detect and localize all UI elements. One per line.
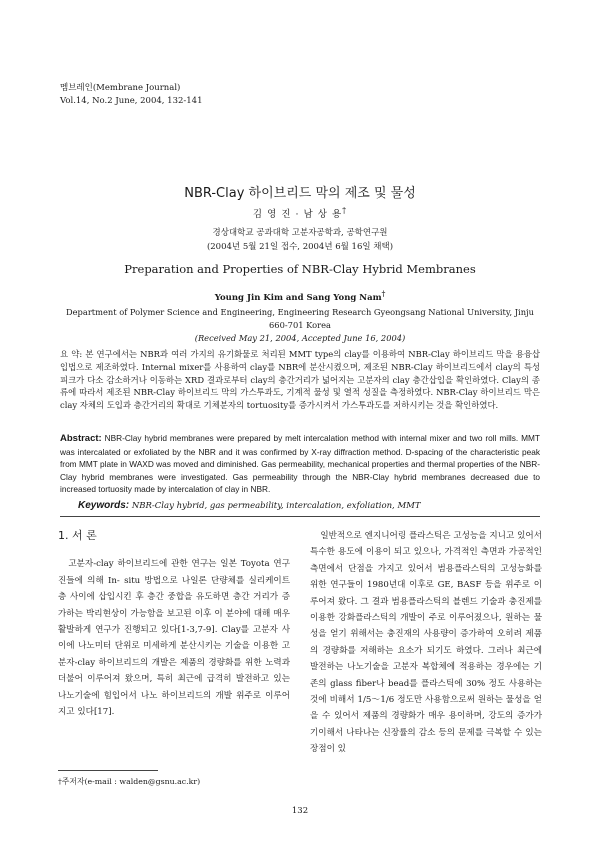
column-right bbox=[310, 528, 542, 758]
footnote: †주저자(e-mail : walden@gsnu.ac.kr) bbox=[58, 777, 201, 786]
section-divider bbox=[60, 516, 540, 517]
affiliation-korean: 경상대학교 공과대학 고분자공학과, 공학연구원 bbox=[212, 228, 388, 238]
affiliation-korean-block bbox=[0, 226, 600, 254]
keywords-values: NBR-Clay hybrid, gas permeability, intercalation, exfoliation, MMT bbox=[131, 501, 421, 511]
page-number: 132 bbox=[291, 806, 309, 816]
footnote-divider bbox=[58, 770, 158, 771]
journal-info bbox=[60, 82, 202, 108]
corresponding-author-mark: † bbox=[342, 206, 348, 215]
body-paragraph-right: 일반적으로 엔지니어링 플라스틱은 고성능을 지니고 있어서 특수한 용도에 이용이 되고 있으나, 가격적인 측면과 가공적인 측면에서 단점을 가지고 있어서 범용플라스틱의 고성능화를 위한 연구들이 1980년대 이후로 GE, BASF 등을 위주로 이루어져 왔다. 그 결과 범용플라스틱의 블렌드 기술과 충진제를 이용한 강화플라스틱의 개발이 주로 이루어졌으나, 원하는 물성을 얻기 위해서는 충진재의 사용량이 증가하여 오히려 제품의 경량화를 저해하는 요소가 되기도 하였다. 그러나 최근에 발전하는 나노기술을 고분자 복합체에 적용하는 경우에는 기존의 glass fiber나 bead를 플라스틱에 30% 정도 사용하는 것에 비해서 1/5～1/6 정도만 사용함으로써 원하는 물성을 얻을 수 있어서 제품의 경량화가 매우 용이하며, 강도의 증가가 기이해서 나타나는 신장률의 감소 등의 문제를 극복할 수 있는 장점이 있 bbox=[310, 531, 542, 755]
affiliation-english-block bbox=[60, 306, 540, 345]
abstract-korean bbox=[60, 348, 540, 412]
affiliation-english: Department of Polymer Science and Engineering, Engineering Research Gyeongsang National University, Jinju 660-701 Korea bbox=[66, 307, 534, 330]
received-english: (Received May 21, 2004, Accepted June 16, 2004) bbox=[194, 333, 406, 343]
column-left bbox=[58, 528, 290, 720]
abstract-english-label: Abstract: bbox=[60, 433, 102, 444]
keywords-label: Keywords: bbox=[78, 500, 130, 511]
authors-korean bbox=[0, 206, 600, 220]
journal-name: 멤브레인(Membrane Journal) bbox=[60, 83, 181, 93]
authors-korean-names: 김 영 진 · 남 상 용 bbox=[252, 209, 343, 221]
section-heading-introduction: 1. 서 론 bbox=[58, 529, 97, 542]
journal-issue: Vol.14, No.2 June, 2004, 132-141 bbox=[60, 96, 203, 106]
abstract-korean-text: 본 연구에서는 NBR과 여러 가지의 유기화물로 처리된 MMT type의 clay를 이용하여 NBR-Clay 하이브리드 막을 용융삽입법으로 제조하였다. Internal mixer를 사용하여 clay를 NBR에 분산시켰으며, 제조된 NBR-Clay 하이브리드에서 clay의 특성피크가 다소 감소하거나 이동하는 XRD 결과로부터 clay의 층간거리가 넓어지는 고분자의 clay 층간삽입을 확인하였다. Clay의 종류에 따라서 제조된 NBR-Clay 하이브리드 막의 가스투과도, 기계적 물성 및 열적 성질을 측정하였다. NBR-Clay 하이브리드 막은 clay 자체의 도입과 층간거리의 확대로 기체분자의 tortuosity를 증가시켜서 가스투과도를 저하시키는 것을 확인하였다. bbox=[60, 349, 541, 411]
keywords bbox=[78, 500, 540, 511]
received-korean: (2004년 5월 21일 접수, 2004년 6월 16일 채택) bbox=[206, 242, 394, 252]
authors-english-names: Young Jin Kim and Sang Yong Nam bbox=[214, 292, 382, 303]
abstract-english bbox=[60, 432, 540, 496]
authors-english bbox=[0, 289, 600, 303]
body-paragraph-left: 고분자-clay 하이브리드에 관한 연구는 일본 Toyota 연구진들에 의해 In- situ 방법으로 나일론 단량체를 실리케이트 층 사이에 삽입시킨 후 층간 중합을 유도하면 층간 거리가 증가하는 박리현상이 가능함을 보고된 이후 이 분야에 대해 매우 활발하게 연구가 진행되고 있다[1-3,7-9]. Clay를 고분자 사이에 나노미터 단위로 미세하게 분산시키는 기술을 이용한 고분자-clay 하이브리드의 개발은 제품의 경량화를 위한 노력과 더불어 이루어져 왔으며, 특히 최근에 급격히 발전하고 있는 나노기술에 힘입어서 나노 하이브리드의 개발 위주로 이루어지고 있다[17]. bbox=[58, 559, 290, 718]
abstract-korean-label: 요 약: bbox=[60, 349, 83, 359]
abstract-english-text: NBR-Clay hybrid membranes were prepared by melt intercalation method with internal mixer and two roll mills. MMT was intercalated or exfoliated by the NBR and it was confirmed by X-ray diffraction method. D-spacing of the characteristic peak from MMT plate in WAXD was moved and diminished. Gas permeability, mechanical properties and thermal properties of the NBR-Clay hybrid membranes were investigated. Gas permeability through the NBR-Clay hybrid membranes decreased due to increased tortuosity made by intercalation of clay in NBR. bbox=[60, 433, 540, 495]
corresponding-author-mark-en: † bbox=[381, 289, 386, 298]
title-korean: NBR-Clay 하이브리드 막의 제조 및 물성 bbox=[184, 186, 416, 201]
title-english: Preparation and Properties of NBR-Clay Hybrid Membranes bbox=[124, 262, 476, 276]
